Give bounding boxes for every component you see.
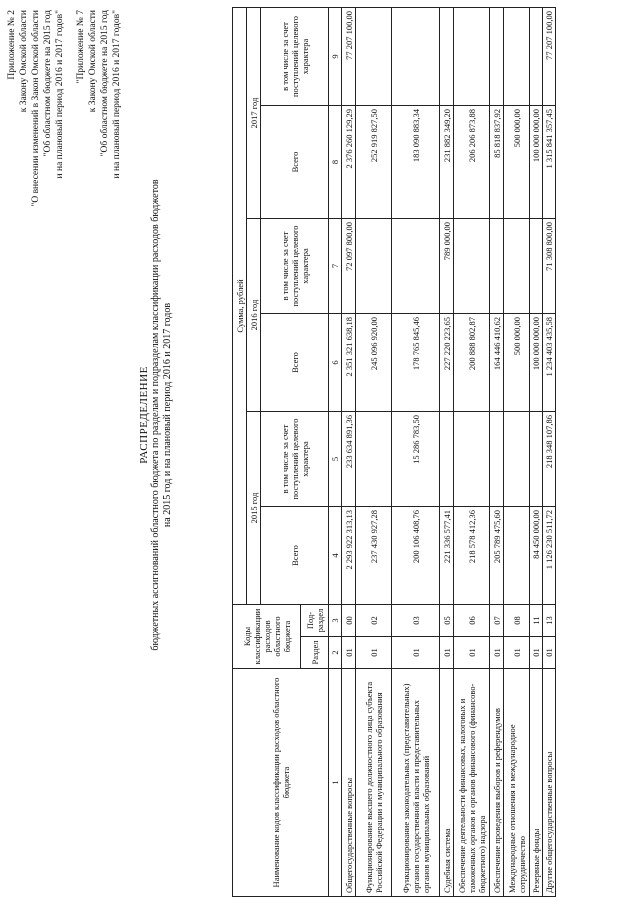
row-2015-targeted [504,412,530,507]
row-section: 01 [530,637,543,669]
table-row [543,8,556,897]
table-row [392,8,440,897]
header-2016-total: Всего [261,314,329,412]
title-subtitle: бюджетных ассигнований областного бюджета по разделам и подразделам классификации расходов бюджетов [150,179,161,651]
annex1-line4: "Об областном бюджете на 2015 год [43,10,53,157]
annex1-line1: Приложение № 2 [7,10,17,80]
row-2016-targeted: 789 000,00 [440,219,454,314]
row-subsection: 00 [342,605,356,637]
document-title [138,135,174,695]
row-2016-targeted [454,219,490,314]
row-name: Функционирование законодательных (представительных) органов государственной власти и представительных органов муниципальных образований [392,669,440,897]
row-name: Обеспечение деятельности финансовых, налоговых и таможенных органов и органов финансового (финансово-бюджетного) надзора [454,669,490,897]
row-2015-total: 2 293 922 313,13 [342,507,356,605]
row-2017-total: 252 919 827,50 [356,106,392,219]
table-row [504,8,530,897]
annex1-line2: к Закону Омской области [19,10,29,113]
index-cell: 8 [329,106,342,219]
row-name: Обеспечение проведения выборов и референдумов [490,669,504,897]
row-2015-total: 84 450 000,00 [530,507,543,605]
row-2016-total: 178 765 845,46 [392,314,440,412]
row-subsection: 03 [392,605,440,637]
row-2017-total: 206 206 873,88 [454,106,490,219]
row-subsection: 08 [504,605,530,637]
row-section: 01 [440,637,454,669]
row-2017-targeted [504,8,530,106]
index-cell: 5 [329,412,342,507]
row-2017-total: 183 090 883,34 [392,106,440,219]
row-2016-total: 164 446 410,62 [490,314,504,412]
row-2015-targeted: 233 634 891,36 [342,412,356,507]
row-section: 01 [490,637,504,669]
row-2016-total: 100 000 000,00 [530,314,543,412]
row-2016-total: 500 000,00 [504,314,530,412]
header-name: Наименование кодов классификации расходов областного бюджета [233,669,329,897]
row-section: 01 [504,637,530,669]
budget-table [232,7,556,897]
row-name: Функционирование высшего должностного лица субъекта Российской Федерации и муниципального образования [356,669,392,897]
index-cell: 7 [329,219,342,314]
row-2017-total: 100 000 000,00 [530,106,543,219]
row-name: Судебная система [440,669,454,897]
row-2016-targeted [530,219,543,314]
table-row [356,8,392,897]
row-2015-targeted [490,412,504,507]
row-name: Другие общегосударственные вопросы [543,669,556,897]
row-subsection: 05 [440,605,454,637]
row-2017-total: 231 882 349,20 [440,106,454,219]
row-2015-total: 200 106 408,76 [392,507,440,605]
row-section: 01 [543,637,556,669]
row-section: 01 [392,637,440,669]
header-2016: 2016 год [247,219,261,412]
annex2-line1: "Приложение № 7 [76,10,86,84]
header-2017: 2017 год [247,8,261,219]
annex-note-7 [75,10,123,178]
row-2015-total: 1 126 230 511,72 [543,507,556,605]
index-cell: 9 [329,8,342,106]
row-section: 01 [454,637,490,669]
row-2016-targeted [392,219,440,314]
row-2016-total: 200 888 802,87 [454,314,490,412]
row-subsection: 06 [454,605,490,637]
row-name: Общегосударственные вопросы [342,669,356,897]
index-cell: 3 [329,605,342,637]
row-2017-total: 85 818 837,92 [490,106,504,219]
row-2015-total: 221 336 577,41 [440,507,454,605]
row-2016-targeted: 71 308 800,00 [543,219,556,314]
header-section: Раздел [301,637,329,669]
annex2-line4: и на плановый период 2016 и 2017 годов" [112,10,122,179]
header-codes: Коды классификации расходов областного бюджета [233,605,301,669]
header-2015-targeted: в том числе за счет поступлений целевого характера [261,412,329,507]
row-2015-total [504,507,530,605]
index-cell: 4 [329,507,342,605]
row-2017-targeted [490,8,504,106]
row-2016-targeted [356,219,392,314]
annex2-line3: "Об областном бюджете на 2015 год [100,10,110,157]
header-subsection: Под-раздел [301,605,329,637]
header-2017-total: Всего [261,106,329,219]
row-2017-targeted [392,8,440,106]
row-2017-total: 1 315 841 357,45 [543,106,556,219]
annex1-line3: "О внесении изменений в Закон Омской области [31,10,41,207]
row-2016-targeted: 72 097 800,00 [342,219,356,314]
header-sum: Сумма, рублей [233,8,247,605]
row-2017-targeted [440,8,454,106]
row-2017-total: 2 376 260 129,29 [342,106,356,219]
header-2015-total: Всего [261,507,329,605]
annex1-line5: и на плановый период 2016 и 2017 годов" [55,10,65,179]
row-section: 01 [356,637,392,669]
table-row [490,8,504,897]
annex2-line2: к Закону Омской области [88,10,98,113]
row-2017-targeted [356,8,392,106]
row-2017-targeted [454,8,490,106]
row-2017-targeted: 77 207 100,00 [543,8,556,106]
row-2015-total: 205 789 475,60 [490,507,504,605]
table-row [454,8,490,897]
row-2015-targeted [454,412,490,507]
row-subsection: 13 [543,605,556,637]
table-row [440,8,454,897]
row-subsection: 07 [490,605,504,637]
row-2015-targeted [356,412,392,507]
row-2015-targeted: 15 286 783,50 [392,412,440,507]
row-name: Резервные фонды [530,669,543,897]
row-2016-targeted [504,219,530,314]
row-2017-total: 500 000,00 [504,106,530,219]
row-2015-targeted: 218 348 107,86 [543,412,556,507]
row-2017-targeted [530,8,543,106]
row-2016-total: 227 220 223,65 [440,314,454,412]
row-2015-targeted [530,412,543,507]
index-cell: 1 [329,669,342,897]
row-2015-targeted [440,412,454,507]
header-2015: 2015 год [247,412,261,605]
row-2016-total: 2 351 321 638,18 [342,314,356,412]
title-main: РАСПРЕДЕЛЕНИЕ [138,366,150,464]
row-name: Международные отношения и международное сотрудничество [504,669,530,897]
header-2017-targeted: в том числе за счет поступлений целевого характера [261,8,329,106]
row-subsection: 02 [356,605,392,637]
table-row [342,8,356,897]
row-2016-total: 245 096 920,00 [356,314,392,412]
row-2015-total: 237 430 927,28 [356,507,392,605]
header-2016-targeted: в том числе за счет поступлений целевого характера [261,219,329,314]
annex-note-2 [6,10,66,207]
table-row [530,8,543,897]
row-2015-total: 218 578 412,36 [454,507,490,605]
index-cell: 6 [329,314,342,412]
row-2016-total: 1 234 403 435,58 [543,314,556,412]
row-2016-targeted [490,219,504,314]
row-section: 01 [342,637,356,669]
title-period: на 2015 год и на плановый период 2016 и 2017 годов [162,302,173,528]
index-cell: 2 [329,637,342,669]
row-2017-targeted: 77 207 100,00 [342,8,356,106]
row-subsection: 11 [530,605,543,637]
